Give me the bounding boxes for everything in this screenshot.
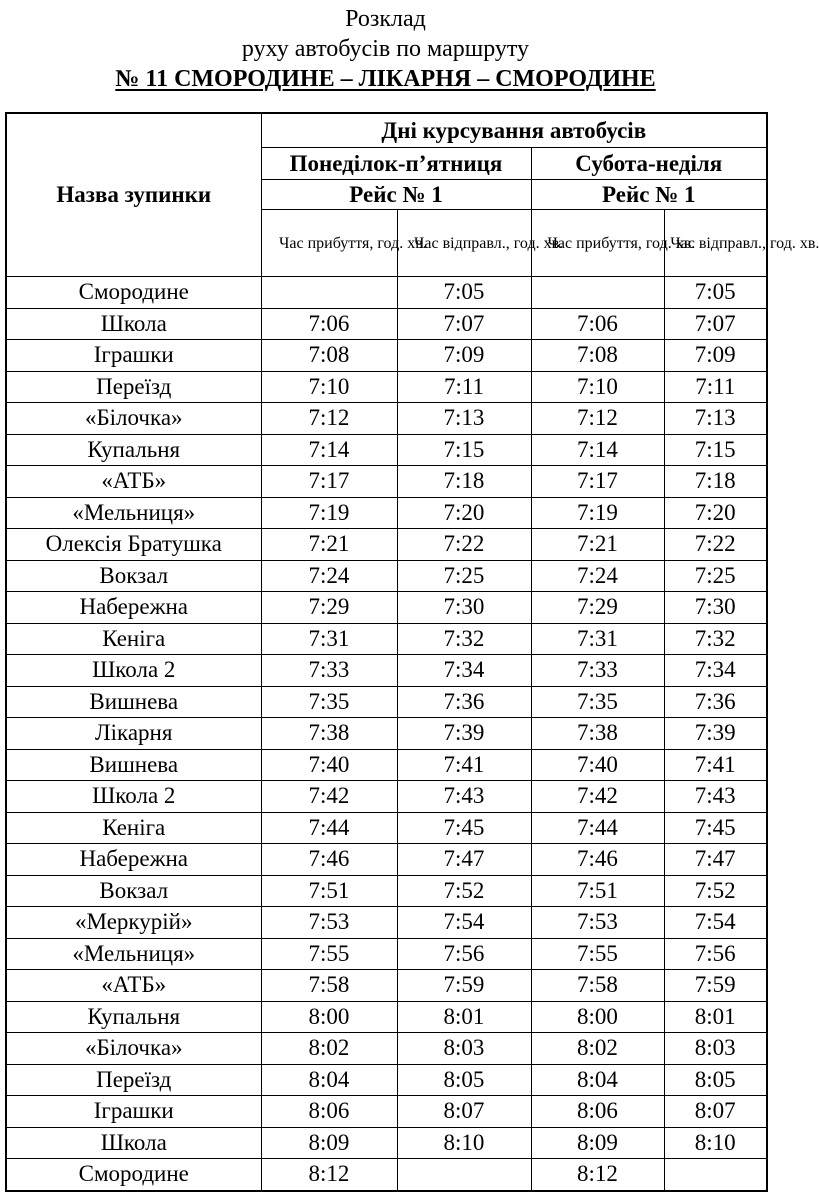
weekend-arrival-cell: 7:51 <box>531 875 664 907</box>
weekend-departure-header: Час відправл., год. хв. <box>664 210 767 277</box>
weekday-departure-cell: 7:41 <box>397 749 531 781</box>
table-row <box>6 1064 767 1096</box>
table-row <box>6 844 767 876</box>
route-title: № 11 СМОРОДИНЕ – ЛІКАРНЯ – СМОРОДИНЕ <box>115 66 656 92</box>
table-row <box>6 718 767 750</box>
weekday-departure-cell: 7:39 <box>397 718 531 750</box>
table-row <box>6 1001 767 1033</box>
weekend-arrival-cell: 7:06 <box>531 308 664 340</box>
weekend-departure-cell: 7:41 <box>664 749 767 781</box>
schedule-table <box>5 112 819 1192</box>
weekday-departure-cell: 7:45 <box>397 812 531 844</box>
weekday-arrival-cell: 8:09 <box>261 1127 397 1159</box>
weekday-arrival-cell: 7:17 <box>261 466 397 498</box>
stop-name-cell: «Меркурій» <box>6 907 261 939</box>
weekday-departure-cell: 7:07 <box>397 308 531 340</box>
weekday-header: Понеділок-п’ятниця <box>261 148 531 180</box>
weekend-arrival-header: Час прибуття, год. хв. <box>531 210 664 277</box>
table-row <box>6 812 767 844</box>
weekday-arrival-cell: 7:12 <box>261 403 397 435</box>
weekend-arrival-cell: 7:38 <box>531 718 664 750</box>
stop-name-cell: «АТБ» <box>6 466 261 498</box>
title-line-1: Розклад <box>345 6 426 32</box>
table-row <box>6 434 767 466</box>
weekday-departure-cell: 8:07 <box>397 1096 531 1128</box>
weekday-arrival-cell: 7:44 <box>261 812 397 844</box>
weekday-departure-cell: 7:25 <box>397 560 531 592</box>
weekday-departure-cell: 8:01 <box>397 1001 531 1033</box>
stop-name-cell: Переїзд <box>6 371 261 403</box>
weekday-departure-cell: 7:32 <box>397 623 531 655</box>
weekend-arrival-cell: 8:04 <box>531 1064 664 1096</box>
weekend-departure-cell: 7:13 <box>664 403 767 435</box>
stop-name-cell: Школа 2 <box>6 655 261 687</box>
schedule-body <box>6 277 767 1191</box>
weekend-arrival-cell: 7:44 <box>531 812 664 844</box>
weekend-arrival-cell: 7:31 <box>531 623 664 655</box>
weekend-arrival-cell <box>531 277 664 309</box>
weekend-departure-cell: 7:05 <box>664 277 767 309</box>
table-row <box>6 560 767 592</box>
table-row <box>6 371 767 403</box>
weekend-departure-cell: 7:34 <box>664 655 767 687</box>
stop-name-cell: Олексія Братушка <box>6 529 261 561</box>
table-row <box>6 403 767 435</box>
weekend-arrival-cell: 7:58 <box>531 970 664 1002</box>
weekday-arrival-cell: 8:06 <box>261 1096 397 1128</box>
stop-name-cell: Кеніга <box>6 623 261 655</box>
weekend-departure-cell: 8:01 <box>664 1001 767 1033</box>
weekday-departure-cell: 7:54 <box>397 907 531 939</box>
table-row <box>6 1033 767 1065</box>
weekend-arrival-cell: 8:09 <box>531 1127 664 1159</box>
weekday-departure-cell: 7:05 <box>397 277 531 309</box>
weekday-arrival-cell: 7:35 <box>261 686 397 718</box>
stop-name-cell: Набережна <box>6 592 261 624</box>
weekend-arrival-cell: 8:00 <box>531 1001 664 1033</box>
weekend-arrival-cell: 7:10 <box>531 371 664 403</box>
stop-name-cell: «Мельниця» <box>6 938 261 970</box>
table-row <box>6 938 767 970</box>
weekend-departure-cell: 7:11 <box>664 371 767 403</box>
weekend-arrival-cell: 7:40 <box>531 749 664 781</box>
weekday-arrival-cell: 7:53 <box>261 907 397 939</box>
weekend-departure-cell: 8:10 <box>664 1127 767 1159</box>
stop-name-cell: «Білочка» <box>6 1033 261 1065</box>
table-row <box>6 1096 767 1128</box>
stop-name-cell: Школа <box>6 1127 261 1159</box>
weekend-departure-cell: 7:15 <box>664 434 767 466</box>
table-row <box>6 308 767 340</box>
weekend-arrival-cell: 7:24 <box>531 560 664 592</box>
weekend-arrival-cell: 7:19 <box>531 497 664 529</box>
weekday-departure-cell: 7:43 <box>397 781 531 813</box>
weekend-departure-cell: 8:03 <box>664 1033 767 1065</box>
stop-name-cell: Купальня <box>6 434 261 466</box>
weekend-arrival-cell: 7:29 <box>531 592 664 624</box>
stop-name-cell: Школа <box>6 308 261 340</box>
weekday-departure-cell: 7:11 <box>397 371 531 403</box>
weekday-arrival-cell: 8:04 <box>261 1064 397 1096</box>
weekday-arrival-cell: 7:58 <box>261 970 397 1002</box>
weekend-departure-cell: 8:05 <box>664 1064 767 1096</box>
weekday-arrival-cell: 7:24 <box>261 560 397 592</box>
table-row <box>6 277 767 309</box>
weekend-arrival-cell: 7:53 <box>531 907 664 939</box>
table-row <box>6 592 767 624</box>
weekday-arrival-cell <box>261 277 397 309</box>
weekend-arrival-cell: 7:33 <box>531 655 664 687</box>
weekday-departure-cell: 7:56 <box>397 938 531 970</box>
weekend-departure-cell: 7:54 <box>664 907 767 939</box>
table-row <box>6 749 767 781</box>
stop-name-cell: Лікарня <box>6 718 261 750</box>
weekend-departure-cell: 7:43 <box>664 781 767 813</box>
table-row <box>6 655 767 687</box>
weekday-departure-cell: 7:52 <box>397 875 531 907</box>
stop-name-cell: Іграшки <box>6 340 261 372</box>
weekend-arrival-cell: 7:08 <box>531 340 664 372</box>
weekend-departure-cell: 7:59 <box>664 970 767 1002</box>
weekend-departure-cell: 7:56 <box>664 938 767 970</box>
weekday-departure-header: Час відправл., год. хв. <box>397 210 531 277</box>
weekday-arrival-cell: 7:29 <box>261 592 397 624</box>
table-row <box>6 686 767 718</box>
stop-name-cell: Набережна <box>6 844 261 876</box>
weekend-arrival-cell: 7:21 <box>531 529 664 561</box>
weekday-departure-cell: 7:34 <box>397 655 531 687</box>
table-row <box>6 1127 767 1159</box>
weekday-arrival-cell: 7:14 <box>261 434 397 466</box>
weekday-departure-cell: 8:10 <box>397 1127 531 1159</box>
table-row <box>6 466 767 498</box>
table-row <box>6 970 767 1002</box>
stop-name-cell: Іграшки <box>6 1096 261 1128</box>
table-row <box>6 1159 767 1191</box>
table-row <box>6 907 767 939</box>
stop-name-cell: Переїзд <box>6 1064 261 1096</box>
weekday-departure-cell: 7:20 <box>397 497 531 529</box>
weekday-departure-cell <box>397 1159 531 1191</box>
weekend-departure-cell: 7:32 <box>664 623 767 655</box>
weekend-departure-cell <box>664 1159 767 1191</box>
weekday-departure-cell: 7:59 <box>397 970 531 1002</box>
weekend-departure-cell: 8:07 <box>664 1096 767 1128</box>
weekend-departure-cell: 7:18 <box>664 466 767 498</box>
stop-name-cell: Вокзал <box>6 875 261 907</box>
weekend-departure-cell: 7:36 <box>664 686 767 718</box>
weekday-arrival-cell: 7:42 <box>261 781 397 813</box>
stop-name-cell: Школа 2 <box>6 781 261 813</box>
weekend-arrival-cell: 8:02 <box>531 1033 664 1065</box>
weekday-arrival-header: Час прибуття, год. хв. <box>261 210 397 277</box>
weekday-departure-cell: 8:03 <box>397 1033 531 1065</box>
weekday-departure-cell: 7:36 <box>397 686 531 718</box>
days-header: Дні курсування автобусів <box>261 113 767 148</box>
table-row <box>6 340 767 372</box>
weekend-arrival-cell: 7:42 <box>531 781 664 813</box>
stop-name-cell: Купальня <box>6 1001 261 1033</box>
weekday-arrival-cell: 7:38 <box>261 718 397 750</box>
weekday-departure-cell: 7:18 <box>397 466 531 498</box>
weekend-departure-cell: 7:45 <box>664 812 767 844</box>
weekend-departure-cell: 7:52 <box>664 875 767 907</box>
stop-name-cell: «Білочка» <box>6 403 261 435</box>
weekend-arrival-cell: 7:14 <box>531 434 664 466</box>
table-row <box>6 875 767 907</box>
title-line-2: руху автобусів по маршруту <box>241 36 530 62</box>
weekday-arrival-cell: 7:55 <box>261 938 397 970</box>
weekday-arrival-cell: 7:10 <box>261 371 397 403</box>
weekday-arrival-cell: 7:33 <box>261 655 397 687</box>
weekday-departure-cell: 7:15 <box>397 434 531 466</box>
weekday-departure-cell: 7:13 <box>397 403 531 435</box>
stop-name-cell: «АТБ» <box>6 970 261 1002</box>
weekend-departure-cell: 7:39 <box>664 718 767 750</box>
weekday-arrival-cell: 7:21 <box>261 529 397 561</box>
stop-name-cell: Вишнева <box>6 686 261 718</box>
weekday-departure-cell: 7:47 <box>397 844 531 876</box>
stop-name-cell: Вокзал <box>6 560 261 592</box>
weekend-arrival-cell: 7:12 <box>531 403 664 435</box>
weekend-arrival-cell: 7:35 <box>531 686 664 718</box>
weekend-departure-cell: 7:25 <box>664 560 767 592</box>
weekend-departure-cell: 7:09 <box>664 340 767 372</box>
weekday-arrival-cell: 8:12 <box>261 1159 397 1191</box>
weekday-trip-header: Рейс № 1 <box>261 180 531 210</box>
weekend-departure-cell: 7:47 <box>664 844 767 876</box>
weekday-departure-cell: 7:22 <box>397 529 531 561</box>
weekend-departure-cell: 7:22 <box>664 529 767 561</box>
table-row <box>6 781 767 813</box>
weekday-arrival-cell: 8:00 <box>261 1001 397 1033</box>
weekend-arrival-cell: 7:46 <box>531 844 664 876</box>
table-row <box>6 529 767 561</box>
stop-name-cell: Смородине <box>6 277 261 309</box>
weekday-arrival-cell: 8:02 <box>261 1033 397 1065</box>
weekend-arrival-cell: 8:06 <box>531 1096 664 1128</box>
weekend-departure-cell: 7:07 <box>664 308 767 340</box>
stop-name-cell: Вишнева <box>6 749 261 781</box>
weekend-departure-cell: 7:20 <box>664 497 767 529</box>
table-row <box>6 497 767 529</box>
weekday-arrival-cell: 7:06 <box>261 308 397 340</box>
weekend-arrival-cell: 8:12 <box>531 1159 664 1191</box>
weekend-arrival-cell: 7:55 <box>531 938 664 970</box>
weekday-arrival-cell: 7:31 <box>261 623 397 655</box>
weekday-arrival-cell: 7:19 <box>261 497 397 529</box>
table-row <box>6 623 767 655</box>
weekday-arrival-cell: 7:08 <box>261 340 397 372</box>
weekend-header: Субота-неділя <box>531 148 767 180</box>
stop-name-cell: «Мельниця» <box>6 497 261 529</box>
stop-name-cell: Кеніга <box>6 812 261 844</box>
stop-name-header: Назва зупинки <box>6 113 261 277</box>
weekday-departure-cell: 8:05 <box>397 1064 531 1096</box>
weekday-departure-cell: 7:09 <box>397 340 531 372</box>
weekend-arrival-cell: 7:17 <box>531 466 664 498</box>
weekend-departure-cell: 7:30 <box>664 592 767 624</box>
weekday-arrival-cell: 7:46 <box>261 844 397 876</box>
stop-name-cell: Смородине <box>6 1159 261 1191</box>
weekday-arrival-cell: 7:51 <box>261 875 397 907</box>
document-title <box>0 0 771 94</box>
weekday-arrival-cell: 7:40 <box>261 749 397 781</box>
weekday-departure-cell: 7:30 <box>397 592 531 624</box>
weekend-trip-header: Рейс № 1 <box>531 180 767 210</box>
